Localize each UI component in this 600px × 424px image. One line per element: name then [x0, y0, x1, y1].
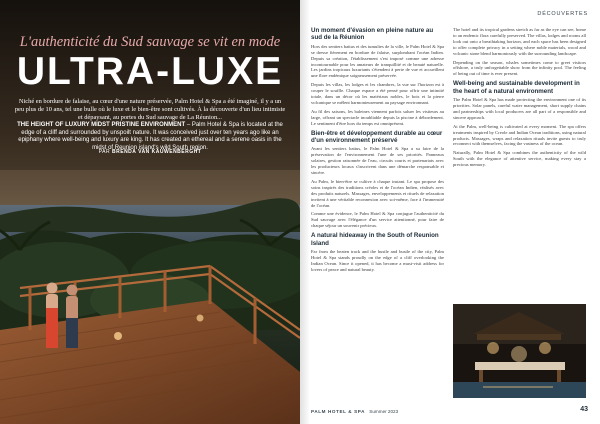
byline-author: BRENDA VAN KAUWENBERGHT: [112, 149, 202, 155]
column-right-paragraph: At the Palm, well-being is cultivated at every moment. The spa offers treatments inspired by Creole and Indian Ocean traditions, using natural products. Massages, wraps and relaxation rituals invite guests to truly reconnect with themselves, facing the vastness of the ocean.: [453, 123, 586, 147]
section-label: DÉCOUVERTES: [537, 11, 588, 17]
intro-english-text: – Palm Hotel & Spa is located at the edge of a cliff and surrounded by unspoilt nature. It was conceived just over ten years ago like an epiphany where well-being and luxury are king. It has created an ethereal and a serene oasis in the midst of Reunion island's wild South region.: [18, 122, 283, 151]
intro-english: [14, 122, 286, 152]
column-left-heading-3: A natural hideaway in the South of Reunion Island: [311, 232, 439, 247]
intro-english-heading: THE HEIGHT OF LUXURY MIDST PRISTINE ENVIRONMENT: [17, 122, 186, 128]
column-right-paragraph: Depending on the season, whales sometimes come to greet visitors offshore, a truly unforgettable show from the infinity pool. The feeling of being out of time is ever present.: [453, 59, 586, 77]
column-left-paragraph: Avant les sentiers battus, le Palm Hotel & Spa a su faire de la préservation de l'environnement l'une de ses priorités. Panneaux solaires, gestion raisonnée de l'eau, circuits courts et partenariats avec les producteurs locaux s'inscrivent dans une démarche responsable et sincère.: [311, 146, 444, 176]
column-right-paragraph: The Palm Hotel & Spa has made protecting the environment one of its priorities. Solar panels, careful water management, short supply chains and partnerships with local producers are all part of a responsible and sincere approach.: [453, 97, 586, 120]
intro-block: [14, 98, 286, 152]
column-left-heading-1: Un moment d'évasion en pleine nature au sud de la Réunion: [311, 27, 434, 42]
column-left-paragraph: Au fil des saisons, les baleines viennent parfois saluer les visiteurs au large, offrant un spectacle inoubliable depuis la piscine à débordement. Le sentiment d'être hors du temps est omniprésent.: [311, 108, 444, 126]
column-left-paragraph: Depuis les villas, les lodges et les chambres, la vue sur l'horizon est à couper le souffle. Chaque espace a été pensé pour offrir une intimité totale, dans un décor où les matériaux nobles, le bois et la pierre volcanique se mêlent harmonieusement au paysage environnant.: [311, 82, 444, 105]
page-number: 43: [580, 406, 588, 413]
headline-block: [0, 34, 300, 94]
column-left-paragraph: Comme une évidence, le Palm Hotel & Spa conjugue l'authenticité du Sud sauvage avec l'élégance d'un service attentionné, pour faire de chaque séjour un souvenir précieux.: [311, 211, 444, 229]
article-column-right: [453, 27, 586, 171]
byline-prefix: PAR: [98, 149, 111, 155]
dinner-photo: [453, 304, 586, 398]
gutter-shadow: [300, 0, 310, 424]
intro-french: Niché en bordure de falaise, au cœur d'une nature préservée, Palm Hotel & Spa a été imaginé, il y a un peu plus de 10 ans, tel une bulle où le luxe et le bien-être sont cultivés. À la découverte d'un lieu intimiste et dépaysant, au portes du Sud sauvage de La Réunion...: [14, 98, 286, 121]
column-left-paragraph: Far from the beaten track and the hustle and bustle of the city, Palm Hotel & Spa stands proudly on the edge of a cliff overlooking the Indian Ocean. Since it opened, it has become a must-visit address for lovers of peace and natural beauty.: [311, 249, 444, 272]
page-footer: [311, 409, 587, 414]
column-left-paragraph: Au Palm, le bien-être se cultive à chaque instant. Le spa propose des soins inspirés des traditions créoles et de l'océan Indien, réalisés avec des produits naturels. Massages, enveloppements et rituels de relaxation invitent à une véritable reconnexion avec soi-même, face à l'immensité de l'océan.: [311, 178, 444, 208]
article-column-left: [311, 27, 444, 276]
column-right-paragraph: Naturally, Palm Hotel & Spa combines the authenticity of the wild South with the elegance of attentive service, making every stay a precious memory.: [453, 150, 586, 168]
column-right-heading-1: Well-being and sustainable development in the heart of a natural environment: [453, 80, 580, 95]
footer-brand: PALM HOTEL & SPA: [311, 409, 366, 414]
byline: [0, 149, 300, 155]
headline-title: ULTRA-LUXE: [16, 50, 284, 93]
footer-issue: Summer 2023: [369, 409, 399, 414]
column-left-heading-2: Bien-être et développement durable au cœur d'un environnement préservé: [311, 129, 443, 144]
headline-kicker: L'authenticité du Sud sauvage se vit en mode: [19, 34, 281, 50]
column-left-paragraph: Hors des sentiers battus et des tumultes de la ville, le Palm Hotel & Spa se dresse fièrement en bordure de falaise, surplombant l'océan Indien. Depuis sa création, l'établissement s'est imposé comme une adresse incontournable pour les amateurs de tranquillité et de beauté naturelle. Les jardins tropicaux luxuriants s'étendent à perte de vue et accueillent une flore endémique soigneusement préservée.: [311, 43, 444, 79]
column-right-paragraph: The hotel and its tropical gardens stretch as far as the eye can see, home to an endemic flora carefully preserved. The villas, lodges and rooms all look out onto a breathtaking horizon, and each space has been designed to offer complete privacy in a setting where noble materials, wood and volcanic stone blend harmoniously with the surrounding landscape.: [453, 27, 586, 56]
